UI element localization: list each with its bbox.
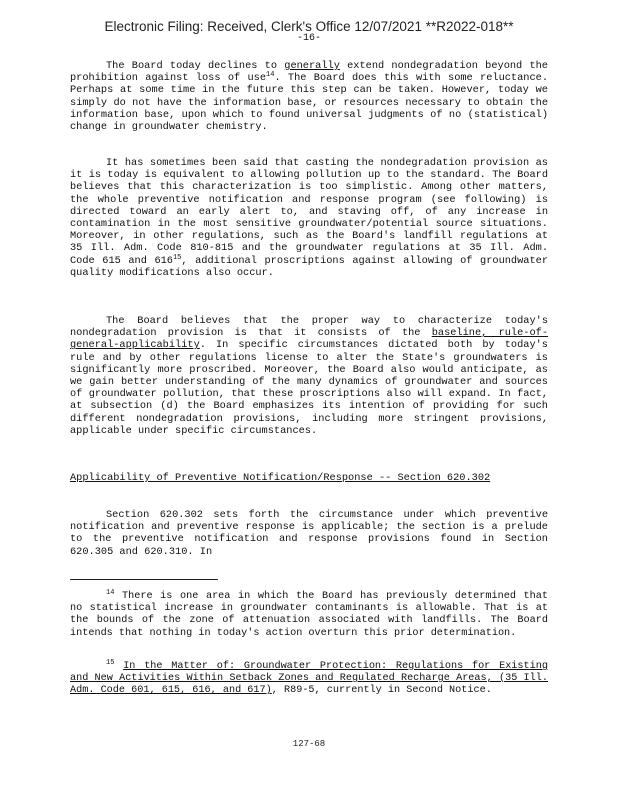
paragraph-nondegradation <box>70 60 548 133</box>
p4-text: Section 620.302 sets forth the circumstance under which preventive notification and preventive response is applicable; the section is a prelude to the preventive notification and response provisions found in Section 620.305 and 620.310. In <box>70 509 548 558</box>
p1-text-a: The Board today declines to <box>106 60 285 72</box>
filing-stamp-header: Electronic Filing: Received, Clerk's Office 12/07/2021 **R2022-018** <box>104 19 514 34</box>
paragraph-section-620-302 <box>70 509 548 558</box>
footnote-14-mark: 14 <box>106 589 115 597</box>
p3-underlined-baseline: baseline, rule-of-general-applicability <box>70 327 548 352</box>
page-number: -16- <box>296 33 321 44</box>
paragraph-baseline-rule <box>70 315 548 437</box>
p2-text-b: , additional proscriptions against allowing of groundwater quality modifications also occur. <box>70 254 548 279</box>
page-footer-number: 127-68 <box>292 739 326 749</box>
p1-text-c: . The Board does this with some reluctance. Perhaps at some time in the future this step can be taken. However, today we simply do not have the information base, or resources necessary to obtain the information base, upon which to found universal judgments of no (statistical) change in groundwater chemistry. <box>70 72 549 134</box>
p2-text-a: It has sometimes been said that casting the nondegradation provision as it is today is equivalent to allowing pollution up to the standard. The Board believes that this characterization is too simplistic. Among other matters, the whole preventive notification and response program (see following) is directed toward an early alert to, and staving off, of any increase in contamination in the most sensitive groundwater/potential source situations. Moreover, in other regulations, such as the Board's landfill regulations at 35 Ill. Adm. Code 810-815 and the groundwater regulations at 35 Ill. Adm. Code 615 and 616 <box>70 157 548 267</box>
p3-text-a: The Board believes that the proper way to characterize today's nondegradation provision is that it consists of the <box>70 315 548 340</box>
footnote-15-mark: 15 <box>106 659 115 667</box>
p1-text-b: extend nondegradation beyond the prohibition against loss of use <box>70 60 548 85</box>
section-heading-620-302 <box>70 472 548 484</box>
footnote-15 <box>70 661 548 698</box>
footnote-divider <box>70 579 218 580</box>
footnote-14 <box>70 591 548 640</box>
footnote-ref-14: 14 <box>266 71 275 80</box>
footnote-14-text: There is one area in which the Board has previously determined that no statistical increase in groundwater contaminants is allowable. That is at the bounds of the zone of attenuation associated with landfills. The Board intends that nothing in today's action overturn this prior determination. <box>70 591 548 639</box>
p3-text-b: . In specific circumstances dictated both by today's rule and by other regulations license to alter the State's groundwaters is significantly more proscribed. Moreover, the Board also would anticipate, as we gain better understanding of the many dynamics of groundwater and sources of groundwater pollution, that these proscriptions also will expand. In fact, at subsection (d) the Board emphasizes its intention of providing for such different nondegradation provisions, including more stringent provisions, applicable under specific circumstances. <box>70 339 548 437</box>
footnote-15-rest: , R89-5, currently in Second Notice. <box>271 685 492 697</box>
paragraph-pollution-standard <box>70 157 548 279</box>
p1-underlined-generally: generally <box>284 60 340 72</box>
footnote-ref-15: 15 <box>172 253 182 262</box>
heading-text: Applicability of Preventive Notification/Response -- Section 620.302 <box>70 472 491 484</box>
footnote-15-title: In the Matter of: Groundwater Protection: Regulations for Existing and New Activities Within Setback Zones and Regulated Recharge Areas, (35 Ill. Adm. Code 601, 615, 616, and 617) <box>70 661 548 697</box>
